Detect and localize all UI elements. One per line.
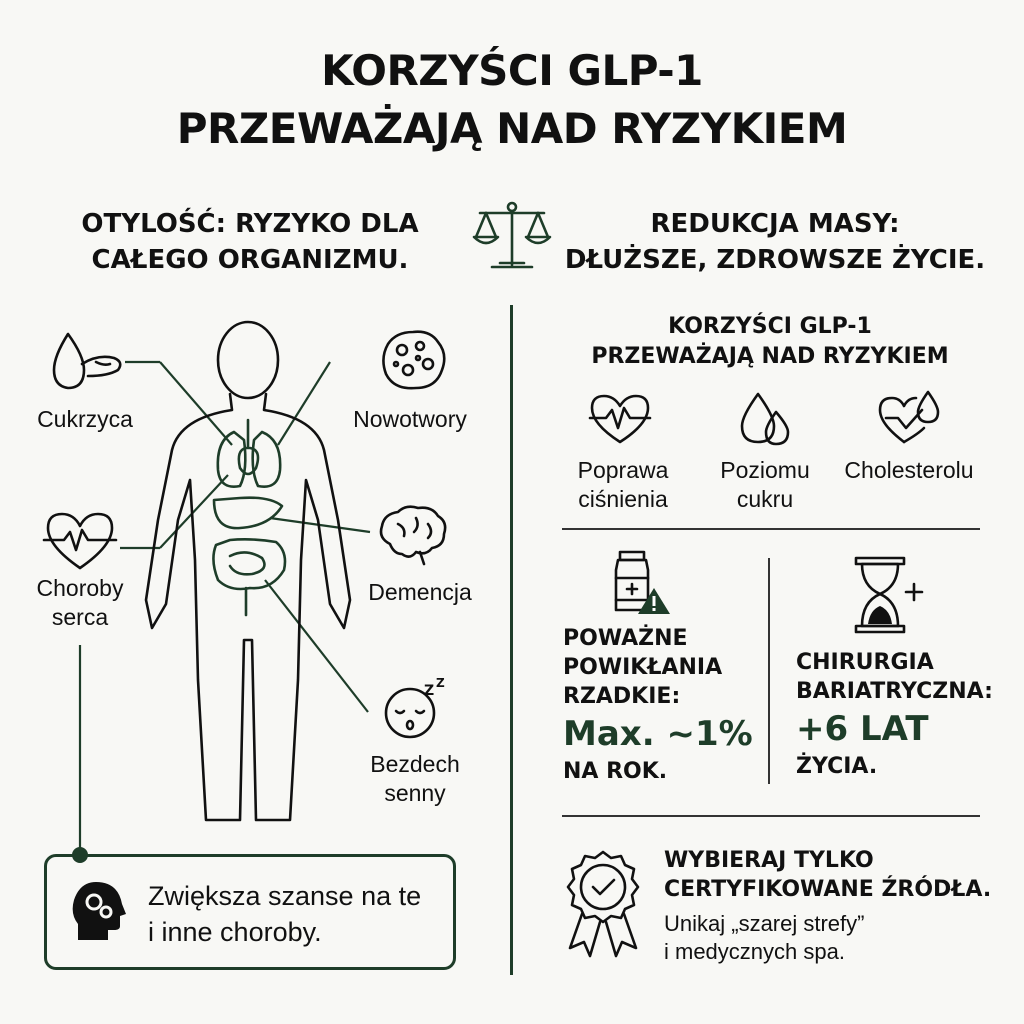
right-heading-line2: DŁUŻSZE, ZDROWSZE ŻYCIE. xyxy=(564,245,986,275)
brain-icon xyxy=(376,504,450,566)
surgery-text xyxy=(796,648,993,781)
benefit-pressure-line2: ciśnienia xyxy=(578,486,668,512)
pancreas-drop-icon xyxy=(48,330,128,396)
head-gears-icon xyxy=(70,880,128,942)
human-body-outline xyxy=(146,322,350,820)
medicine-bottle-warning-icon xyxy=(610,550,672,616)
hourglass-plus-icon xyxy=(852,556,926,636)
title-line1: KORZYŚCI GLP-1 xyxy=(321,46,703,95)
drops-icon xyxy=(738,390,792,448)
complications-text xyxy=(563,624,753,786)
benefits-title-line2: PRZEWAŻAJĄ NAD RYZYKIEM xyxy=(591,344,949,369)
sleeping-face-icon xyxy=(380,675,450,739)
title-line2: PRZEWAŻAJĄ NAD RYZYKIEM xyxy=(176,104,848,153)
benefit-sugar xyxy=(700,456,830,514)
certified-badge-icon xyxy=(558,848,648,960)
label-heart-line1: Choroby xyxy=(36,575,124,601)
label-dementia: Demencja xyxy=(368,579,472,605)
benefit-cholesterol xyxy=(834,456,984,485)
right-heading xyxy=(560,206,990,278)
benefit-sugar-line1: Poziomu xyxy=(720,457,810,483)
vertical-divider-small xyxy=(768,558,770,784)
horizontal-divider-1 xyxy=(562,528,980,530)
complications-line2: POWIKŁANIA xyxy=(563,655,723,680)
callout-text xyxy=(148,878,421,950)
horizontal-divider-2 xyxy=(562,815,980,817)
benefit-pressure-line1: Poprawa xyxy=(577,457,669,483)
label-apnea-line2: senny xyxy=(384,780,446,806)
advice-line2: CERTYFIKOWANE ŹRÓDŁA. xyxy=(664,877,992,902)
complications-line3: RZADKIE: xyxy=(563,684,681,709)
svg-text:Z: Z xyxy=(436,676,445,690)
label-apnea-line1: Bezdech xyxy=(370,751,460,777)
benefits-title-line1: KORZYŚCI GLP-1 xyxy=(668,314,872,339)
advice-line3: Unikaj „szarej strefy” xyxy=(664,911,865,936)
benefit-pressure xyxy=(558,456,688,514)
left-heading-line1: OTYLOŚĆ: RYZYKO DLA xyxy=(81,209,419,239)
surgery-value: +6 LAT xyxy=(796,709,929,749)
callout-line2: i inne choroby. xyxy=(148,917,322,947)
label-heart-disease xyxy=(10,574,150,632)
benefits-title xyxy=(540,312,1000,372)
complications-value: Max. ~1% xyxy=(563,714,753,754)
advice-line1: WYBIERAJ TYLKO xyxy=(664,848,874,873)
benefit-cholesterol-line1: Cholesterolu xyxy=(844,457,974,483)
label-sleep-apnea xyxy=(345,750,485,808)
surgery-line1: CHIRURGIA xyxy=(796,650,934,675)
heart-pulse-icon xyxy=(588,392,652,446)
advice-text xyxy=(664,846,991,966)
left-heading-line2: CAŁEGO ORGANIZMU. xyxy=(91,245,409,275)
surgery-line2: BARIATRYCZNA: xyxy=(796,679,993,704)
complications-line1: POWAŻNE xyxy=(563,626,688,651)
right-heading-line1: REDUKCJA MASY: xyxy=(650,209,900,239)
cancer-cell-icon xyxy=(378,328,448,392)
svg-text:Z: Z xyxy=(424,683,435,699)
label-diabetes: Cukrzyca xyxy=(37,406,133,432)
heart-drop-icon xyxy=(876,388,942,446)
surgery-line3: ŻYCIA. xyxy=(796,754,878,779)
heart-pulse-icon xyxy=(42,510,118,574)
label-cancer: Nowotwory xyxy=(353,406,467,432)
benefit-sugar-line2: cukru xyxy=(736,486,794,512)
label-heart-line2: serca xyxy=(51,604,109,630)
callout-line1: Zwiększa szanse na te xyxy=(148,881,422,911)
advice-line4: i medycznych spa. xyxy=(664,939,845,964)
complications-line4: NA ROK. xyxy=(563,759,668,784)
